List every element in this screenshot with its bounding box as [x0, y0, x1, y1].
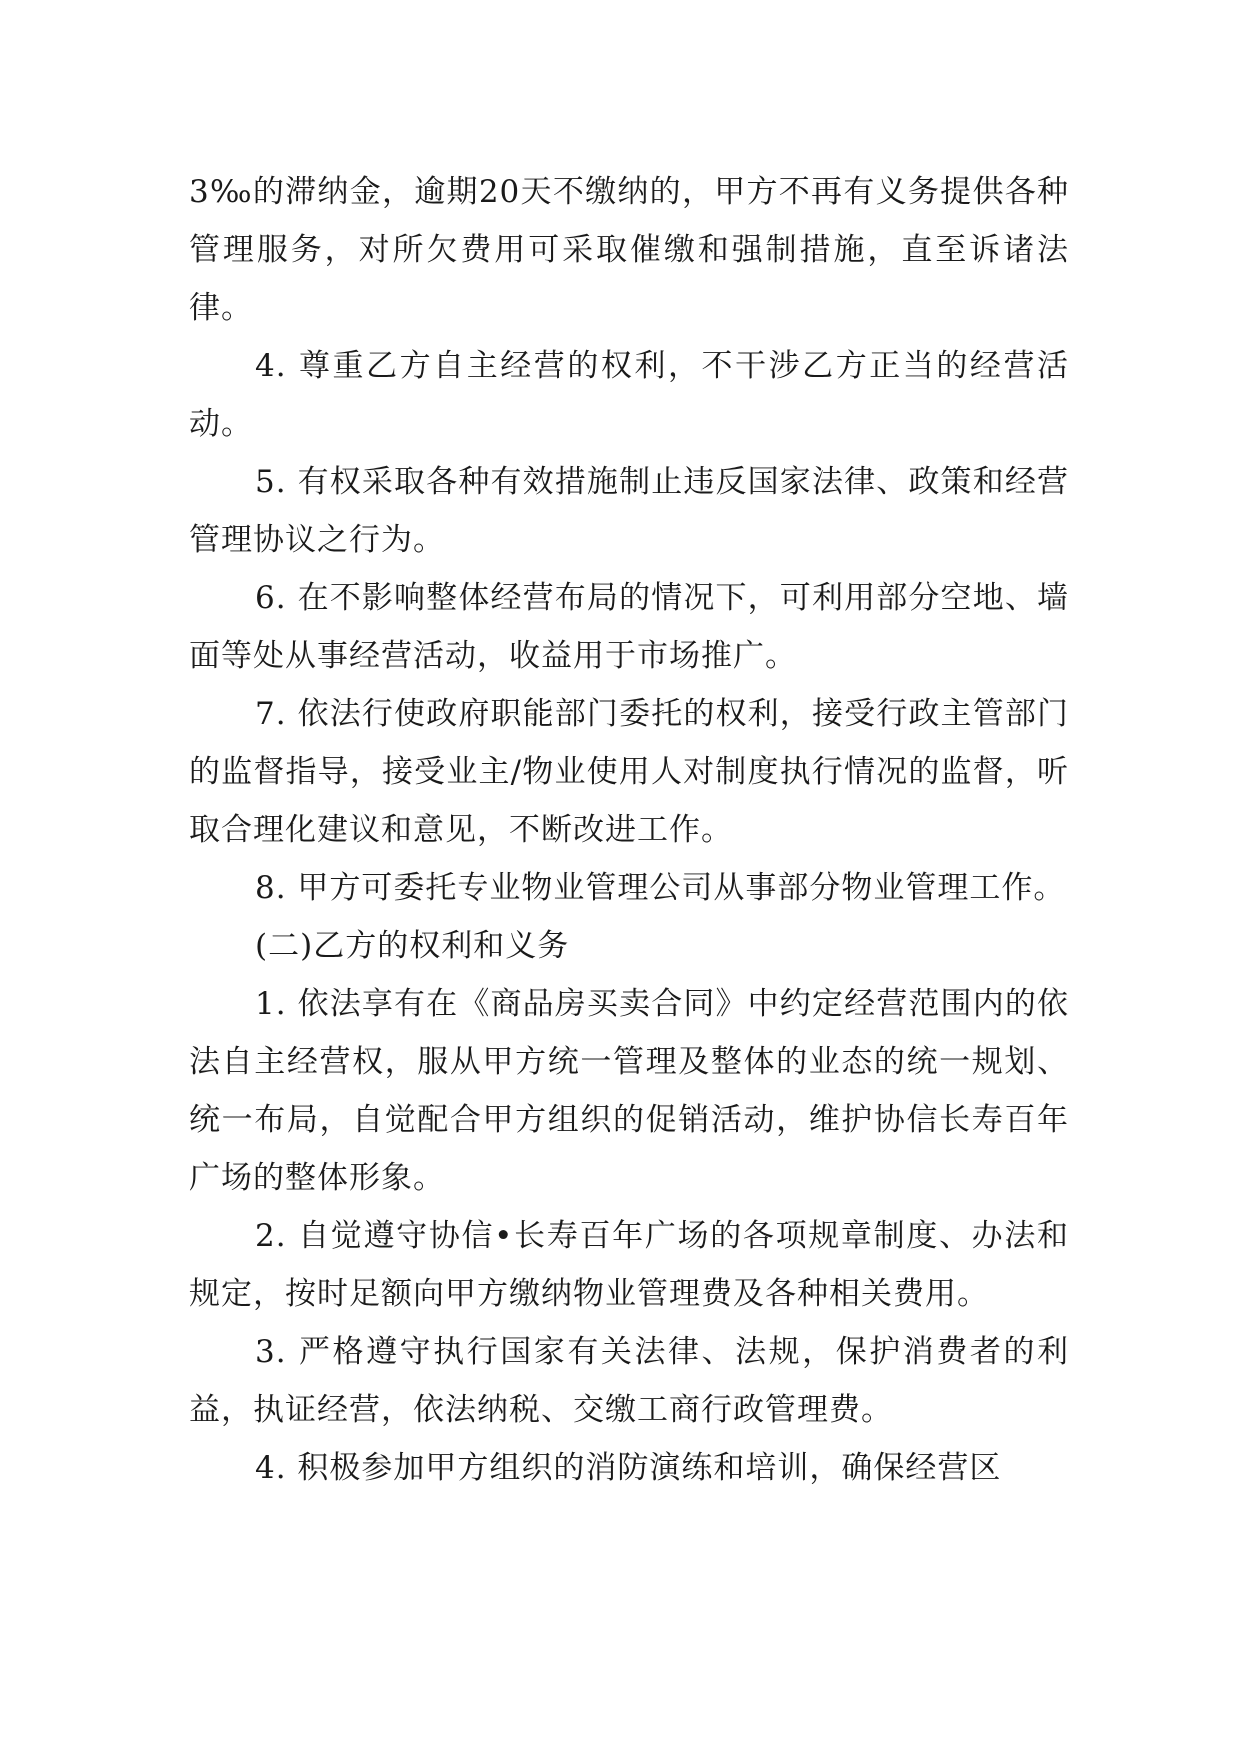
- paragraph-item-8-delegation: 8. 甲方可委托专业物业管理公司从事部分物业管理工作。: [255, 870, 1066, 906]
- paragraph-item-5-measures: 5. 有权采取各种有效措施制止违反国家法律、政策和经营管理协议之行为。: [189, 464, 1069, 558]
- paragraph-b-item-3: 3. 严格遵守执行国家有关法律、法规，保护消费者的利益，执证经营，依法纳税、交缴工商行政管理费。: [189, 1334, 1069, 1428]
- paragraph-b-item-4: 4. 积极参加甲方组织的消防演练和培训，确保经营区: [255, 1450, 1002, 1486]
- section-heading-party-b: (二)乙方的权利和义务: [255, 928, 570, 964]
- paragraph-b-item-2: 2. 自觉遵守协信•长寿百年广场的各项规章制度、办法和规定，按时足额向甲方缴纳物业管理费及各种相关费用。: [189, 1218, 1069, 1312]
- paragraph-b-item-1: 1. 依法享有在《商品房买卖合同》中约定经营范围内的依法自主经营权，服从甲方统一管理及整体的业态的统一规划、统一布局，自觉配合甲方组织的促销活动，维护协信长寿百年广场的整体形象。: [189, 986, 1069, 1196]
- paragraph-item-6-space-use: 6. 在不影响整体经营布局的情况下，可利用部分空地、墙面等处从事经营活动，收益用于市场推广。: [189, 580, 1069, 674]
- document-body: [189, 163, 1069, 1497]
- paragraph-item-7-supervision: 7. 依法行使政府职能部门委托的权利，接受行政主管部门的监督指导，接受业主/物业使用人对制度执行情况的监督，听取合理化建议和意见，不断改进工作。: [189, 696, 1069, 848]
- paragraph-item-4-autonomy: 4. 尊重乙方自主经营的权利，不干涉乙方正当的经营活动。: [189, 348, 1069, 442]
- paragraph-late-fee: 3‰的滞纳金，逾期20天不缴纳的，甲方不再有义务提供各种管理服务，对所欠费用可采取催缴和强制措施，直至诉诸法律。: [189, 174, 1069, 326]
